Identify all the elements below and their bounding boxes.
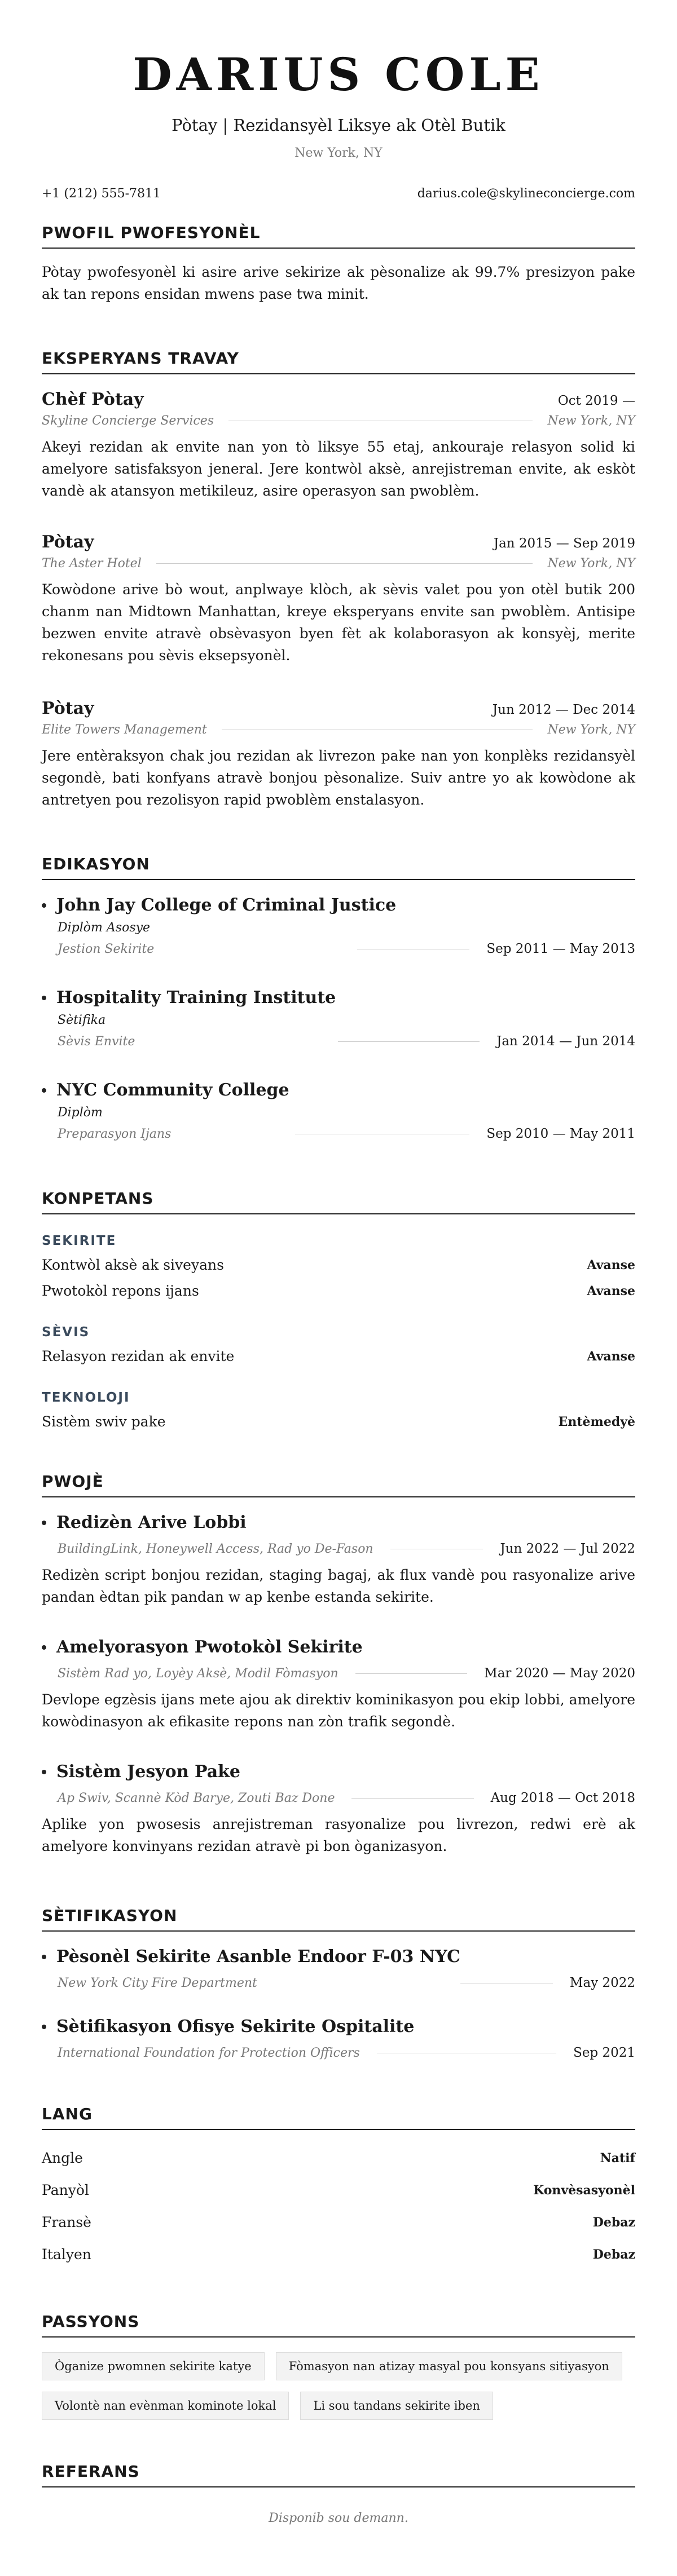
bullet-icon (42, 1955, 46, 1959)
field-of-study: Sèvis Envite (58, 1034, 135, 1049)
degree: Diplòm (58, 1106, 103, 1120)
bullet-icon (42, 1645, 46, 1650)
section-title-experience: EKSPERYANS TRAVAY (42, 348, 635, 374)
candidate-location: New York, NY (294, 146, 383, 160)
education-date: Jan 2014 — Jun 2014 (496, 1034, 635, 1049)
project-tech: Ap Swiv, Scannè Kòd Barye, Zouti Baz Done (58, 1791, 335, 1805)
skill-level: Entèmedyè (558, 1415, 635, 1429)
job-title: Pòtay (42, 699, 94, 718)
contact-row (42, 186, 635, 202)
job-location: New York, NY (547, 556, 635, 571)
education-entry (42, 987, 635, 1049)
section-title-languages: LANG (42, 2104, 635, 2130)
project-date: Mar 2020 — May 2020 (484, 1666, 635, 1681)
passion-tag: Òganize pwomnen sekirite katye (42, 2352, 265, 2380)
section-references (42, 2462, 635, 2525)
email-address[interactable]: darius.cole@skylineconcierge.com (417, 187, 635, 201)
bullet-icon (42, 996, 46, 1000)
job-description: Kowòdone arive bò wout, anplwaye klòch, ak sèvis valet pou yon otèl butik 200 chanm nan Midtown Manhattan, kreye eksperyans envite san pwoblèm. Antisipe bezwen envite atravè obsèvasyon byen fèt ak kolaborasyon ak konsyèj, merite rekonesans pou sèvis eksepsyonèl. (42, 581, 635, 664)
project-date: Jun 2022 — Jul 2022 (500, 1541, 635, 1556)
project-name: Amelyorasyon Pwotokòl Sekirite (56, 1637, 363, 1657)
language-level: Konvèsasyonèl (533, 2183, 635, 2198)
school-name: Hospitality Training Institute (56, 988, 336, 1008)
dotted-leader (338, 1041, 480, 1042)
skill-category-title: TEKNOLOJI (42, 1390, 130, 1405)
certification-date: May 2022 (569, 1976, 635, 1990)
section-title-education: EDIKASYON (42, 854, 635, 880)
section-title-references: REFERANS (42, 2462, 635, 2487)
section-skills (42, 1188, 635, 1430)
dotted-leader (355, 1673, 468, 1674)
project-description: Aplike yon pwosesis anrejistreman rasyonalize pou livrezon, redwi erè ak amelyore konvinyans rezidan atravè pi bon òganizasyon. (42, 1816, 635, 1854)
section-languages (42, 2104, 635, 2263)
project-description: Devlope egzèsis ijans mete ajou ak direktiv kominikasyon pou ekip lobbi, amelyore kowòdinasyon ak efikasite repons nan zòn trafik segondè. (42, 1691, 635, 1730)
skill-name: Relasyon rezidan ak envite (42, 1348, 235, 1364)
certification-issuer: New York City Fire Department (58, 1976, 257, 1990)
skill-level: Avanse (587, 1258, 635, 1272)
language-level: Debaz (592, 2215, 635, 2230)
skill-name: Sistèm swiv pake (42, 1413, 166, 1430)
section-experience (42, 348, 635, 808)
certification-entry (42, 1946, 635, 1990)
bullet-icon (42, 1088, 46, 1093)
section-education (42, 854, 635, 1141)
education-entry (42, 1080, 635, 1141)
passion-tags (42, 2352, 635, 2420)
job-company: Elite Towers Management (42, 723, 207, 737)
language-row (42, 2149, 635, 2167)
skill-level: Avanse (587, 1349, 635, 1364)
language-name: Angle (42, 2150, 83, 2166)
project-name: Redizèn Arive Lobbi (56, 1513, 247, 1532)
language-name: Panyòl (42, 2182, 89, 2198)
language-row (42, 2213, 635, 2232)
skill-name: Pwotokòl repons ijans (42, 1283, 199, 1299)
section-title-projects: PWOJÈ (42, 1472, 635, 1497)
section-title-skills: KONPETANS (42, 1188, 635, 1214)
degree: Sètifika (58, 1013, 106, 1027)
job-entry (42, 698, 635, 811)
language-name: Italyen (42, 2246, 91, 2263)
dotted-leader (351, 1798, 473, 1799)
project-entry (42, 1637, 635, 1733)
language-name: Fransè (42, 2214, 91, 2230)
education-entry (42, 895, 635, 956)
job-title: Chèf Pòtay (42, 390, 144, 409)
dotted-leader (156, 563, 533, 564)
job-title: Pòtay (42, 532, 94, 552)
job-date: Jan 2015 — Sep 2019 (493, 536, 635, 551)
bullet-icon (42, 2025, 46, 2029)
project-date: Aug 2018 — Oct 2018 (490, 1791, 635, 1805)
language-level: Natif (600, 2151, 635, 2166)
certification-date: Sep 2021 (573, 2045, 635, 2060)
section-title-profile: PWOFIL PWOFESYONÈL (42, 223, 635, 249)
section-title-passions: PASSYONS (42, 2312, 635, 2338)
section-certifications (42, 1906, 635, 2060)
references-text: Disponib sou demann. (269, 2511, 408, 2525)
job-description: Akeyi rezidan ak envite nan yon tò liksye 55 etaj, ankouraje relasyon solid ki amelyore satisfaksyon jeneral. Jere kontwòl aksè, anrejistreman envite, ak eskòt vandè ak atansyon metikileuz, asire operasyon san pwoblèm. (42, 439, 635, 499)
skill-category (42, 1325, 635, 1366)
school-name: NYC Community College (56, 1080, 289, 1100)
project-name: Sistèm Jesyon Pake (56, 1762, 241, 1782)
education-date: Sep 2011 — May 2013 (486, 942, 635, 956)
job-entry (42, 389, 635, 502)
passion-tag: Li sou tandans sekirite iben (300, 2392, 493, 2420)
certification-entry (42, 2016, 635, 2060)
school-name: John Jay College of Criminal Justice (56, 895, 397, 915)
bullet-icon (42, 903, 46, 908)
project-entry (42, 1761, 635, 1857)
section-passions (42, 2312, 635, 2420)
phone-number[interactable]: +1 (212) 555-7811 (42, 187, 161, 201)
job-date: Oct 2019 — (557, 394, 635, 408)
job-company: The Aster Hotel (42, 556, 142, 571)
skill-category (42, 1390, 635, 1431)
section-projects (42, 1472, 635, 1854)
profile-text: Pòtay pwofesyonèl ki asire arive sekirize ak pèsonalize ak 99.7% presizyon pake ak tan repons ensidan mwens pase twa minit. (42, 264, 635, 302)
language-row (42, 2181, 635, 2199)
certification-issuer: International Foundation for Protection Officers (58, 2045, 360, 2060)
bullet-icon (42, 1521, 46, 1525)
skill-category-title: SEKIRITE (42, 1234, 117, 1248)
project-description: Redizèn script bonjou rezidan, staging bagaj, ak flux vandè pou rasyonalize arive pandan èdtan pik pandan w ap kenbe estanda sekirite. (42, 1567, 635, 1605)
project-entry (42, 1512, 635, 1608)
skill-category-title: SÈVIS (42, 1325, 90, 1340)
field-of-study: Jestion Sekirite (58, 942, 155, 956)
certification-name: Sètifikasyon Ofisye Sekirite Ospitalite (56, 2017, 415, 2036)
skill-level: Avanse (587, 1284, 635, 1298)
certification-name: Pèsonèl Sekirite Asanble Endoor F-03 NYC (56, 1947, 461, 1967)
passion-tag: Volontè nan evènman kominote lokal (42, 2392, 289, 2420)
passion-tag: Fòmasyon nan atizay masyal pou konsyans sitiyasyon (276, 2352, 622, 2380)
project-tech: BuildingLink, Honeywell Access, Rad yo De-Fason (58, 1541, 373, 1556)
job-description: Jere entèraksyon chak jou rezidan ak livrezon pake nan yon konplèks rezidansyèl segondè, bati konfyans atravè bonjou pèsonalize. Suiv antre yo ak kowòdone ak antretyen pou rezolisyon rapid pwoblèm enstalasyon. (42, 748, 635, 808)
project-tech: Sistèm Rad yo, Loyèy Aksè, Modil Fòmasyon (58, 1666, 338, 1681)
job-company: Skyline Concierge Services (42, 414, 214, 428)
degree: Diplòm Asosye (58, 921, 151, 935)
bullet-icon (42, 1770, 46, 1774)
candidate-headline: Pòtay | Rezidansyèl Liksye ak Otèl Butik (172, 116, 505, 135)
section-profile (42, 223, 635, 305)
language-level: Debaz (592, 2247, 635, 2262)
job-entry (42, 532, 635, 666)
job-location: New York, NY (547, 723, 635, 737)
candidate-name: DARIUS COLE (133, 48, 544, 101)
field-of-study: Preparasyon Ijans (58, 1126, 172, 1141)
skill-name: Kontwòl aksè ak siveyans (42, 1257, 224, 1273)
language-row (42, 2246, 635, 2264)
skill-category (42, 1234, 635, 1300)
job-date: Jun 2012 — Dec 2014 (492, 702, 635, 717)
education-date: Sep 2010 — May 2011 (486, 1126, 635, 1141)
section-title-certifications: SÈTIFIKASYON (42, 1906, 635, 1932)
job-location: New York, NY (547, 414, 635, 428)
